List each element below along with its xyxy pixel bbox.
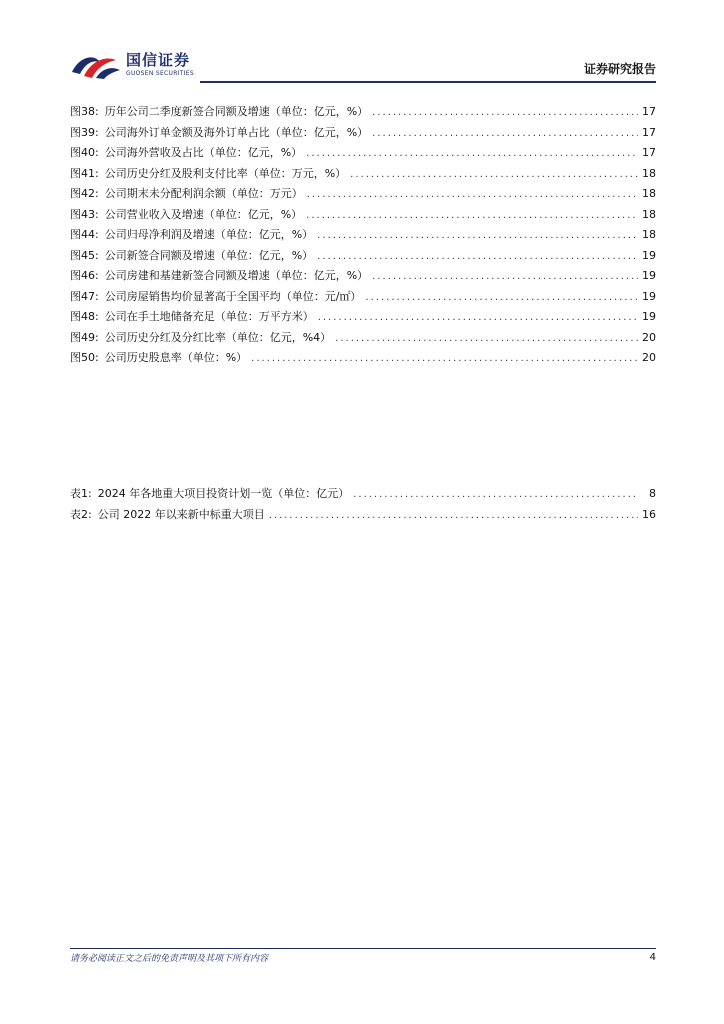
dot-leader: [317, 251, 638, 262]
toc-label: 图44:: [70, 228, 99, 241]
toc-row-figure-39[interactable]: [70, 124, 656, 145]
dot-leader: [372, 128, 638, 139]
toc-row-figure-48[interactable]: [70, 308, 656, 329]
page-header: [70, 48, 656, 84]
toc-title: 公司新签合同额及增速（单位：亿元，%）: [104, 248, 314, 262]
toc-page-number: 19: [642, 269, 656, 282]
toc-page-number: 18: [642, 228, 656, 241]
toc-row-figure-44[interactable]: [70, 226, 656, 247]
footer-divider: [70, 948, 656, 949]
toc-page-number: 20: [642, 330, 656, 344]
toc-row-table-2[interactable]: [70, 506, 656, 527]
toc-page-number: 16: [642, 507, 656, 521]
dot-leader: [306, 210, 638, 221]
toc-title: 公司房屋销售均价显著高于全国平均（单位：元/㎡）: [104, 289, 362, 303]
toc-title: 公司在手土地储备充足（单位：万平方米）: [104, 310, 314, 323]
toc-title: 公司营业收入及增速（单位：亿元，%）: [104, 207, 303, 221]
toc-label: 图47:: [70, 289, 99, 303]
toc-title: 公司海外订单金额及海外订单占比（单位：亿元，%）: [104, 125, 369, 139]
toc-page-number: 19: [642, 289, 656, 303]
toc-row-table-1[interactable]: [70, 485, 656, 506]
toc-row-figure-43[interactable]: [70, 206, 656, 227]
toc-label: 图48:: [70, 310, 99, 323]
toc-row-figure-50[interactable]: [70, 349, 656, 370]
toc-label: 图49:: [70, 330, 99, 344]
toc-title: 历年公司二季度新签合同额及增速（单位：亿元，%）: [104, 105, 369, 118]
toc-label: 表1:: [70, 487, 92, 500]
toc-page-number: 18: [642, 166, 656, 180]
toc-row-figure-49[interactable]: [70, 329, 656, 350]
toc-page-number: 20: [642, 351, 656, 364]
toc-title: 公司历史分红及分红比率（单位：亿元，%4）: [104, 330, 332, 344]
dot-leader: [350, 169, 638, 180]
dot-leader: [251, 353, 638, 364]
toc-title: 公司归母净利润及增速（单位：亿元，%）: [104, 228, 314, 241]
toc-label: 图45:: [70, 248, 99, 262]
toc-row-figure-42[interactable]: [70, 185, 656, 206]
toc-title: 公司历史分红及股利支付比率（单位：万元，%）: [104, 166, 347, 180]
dot-leader: [269, 510, 638, 521]
toc-page-number: 17: [642, 105, 656, 118]
toc-title: 公司历史股息率（单位：%）: [104, 351, 248, 364]
dot-leader: [335, 333, 638, 344]
toc-page-number: 17: [642, 125, 656, 139]
table-list: [70, 485, 656, 526]
figure-list: [70, 103, 656, 370]
toc-page-number: 19: [642, 248, 656, 262]
toc-title: 公司海外营收及占比（单位：亿元，%）: [104, 146, 303, 159]
toc-row-figure-40[interactable]: [70, 144, 656, 165]
toc-row-figure-46[interactable]: [70, 267, 656, 288]
toc-row-figure-45[interactable]: [70, 247, 656, 268]
toc-label: 图40:: [70, 146, 99, 159]
dot-leader: [306, 148, 638, 159]
toc-label: 图38:: [70, 105, 99, 118]
header-divider: [200, 81, 656, 83]
toc-title: 2024 年各地重大项目投资计划一览（单位：亿元）: [97, 487, 350, 500]
toc-page-number: 18: [642, 207, 656, 221]
dot-leader: [365, 292, 638, 303]
toc-label: 图39:: [70, 125, 99, 139]
toc-row-figure-47[interactable]: [70, 288, 656, 309]
dot-leader: [318, 312, 638, 323]
toc-label: 图43:: [70, 207, 99, 221]
toc-title: 公司期末未分配利润余额（单位：万元）: [104, 187, 303, 200]
toc-row-figure-38[interactable]: [70, 103, 656, 124]
dot-leader: [372, 107, 638, 118]
toc-title: 公司 2022 年以来新中标重大项目: [97, 507, 265, 521]
toc-label: 图46:: [70, 269, 99, 282]
toc-label: 图41:: [70, 166, 99, 180]
toc-page-number: 17: [642, 146, 656, 159]
toc-page-number: 19: [642, 310, 656, 323]
logo-english-name: GUOSEN SECURITIES: [126, 70, 195, 77]
page-number: 4: [649, 952, 656, 963]
dot-leader: [353, 489, 638, 500]
toc-page-number: 18: [642, 187, 656, 200]
toc-page-number: 8: [649, 487, 656, 500]
toc-row-figure-41[interactable]: [70, 165, 656, 186]
disclaimer-note: 请务必阅读正文之后的免责声明及其项下所有内容: [70, 954, 269, 964]
report-type-label: 证券研究报告: [583, 62, 656, 76]
dot-leader: [317, 230, 638, 241]
dot-leader: [372, 271, 638, 282]
toc-label: 图42:: [70, 187, 99, 200]
guosen-logo: [70, 50, 194, 80]
logo-chinese-name: 国信证券: [126, 51, 191, 69]
dot-leader: [307, 189, 638, 200]
toc-label: 图50:: [70, 351, 99, 364]
toc-label: 表2:: [70, 507, 92, 521]
guosen-logo-icon: [70, 50, 122, 80]
toc-title: 公司房建和基建新签合同额及增速（单位：亿元，%）: [104, 269, 369, 282]
